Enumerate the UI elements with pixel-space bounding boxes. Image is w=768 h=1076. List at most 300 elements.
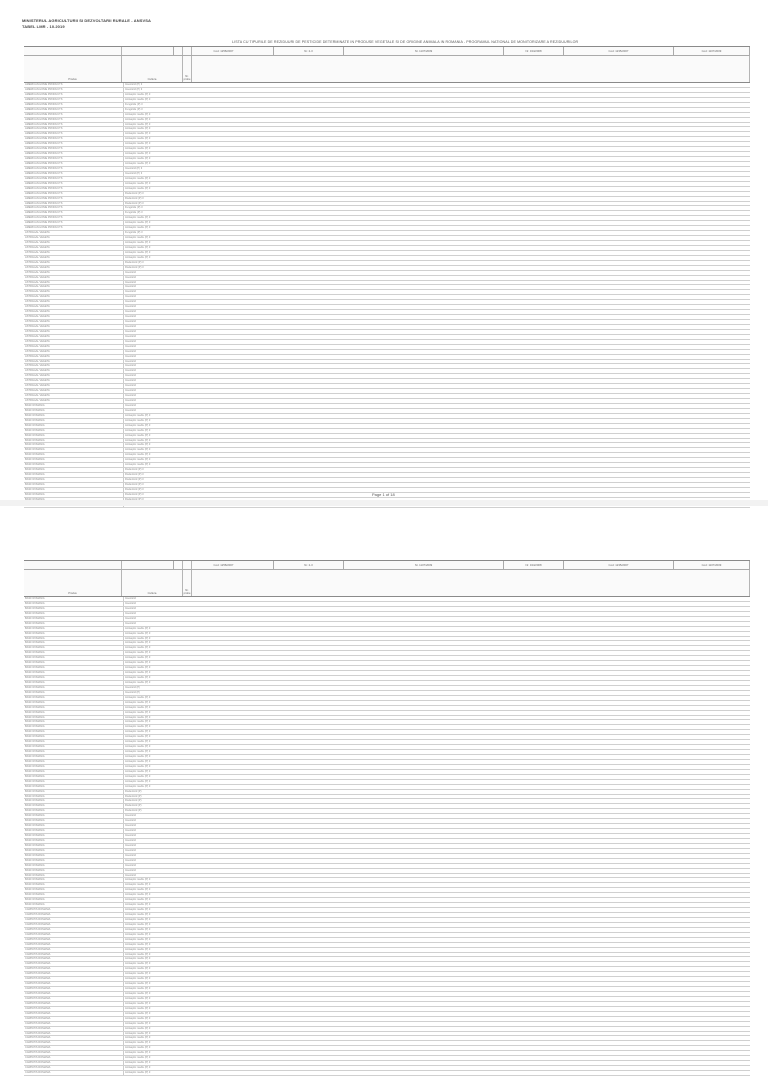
product-type: Insecticid bbox=[123, 350, 185, 354]
product-name: AMERICAN HOME PRODUCTS bbox=[25, 122, 63, 126]
table-body bbox=[24, 83, 750, 508]
product-type: Insecticid bbox=[123, 874, 185, 878]
product-type: Insecticid bbox=[123, 859, 185, 863]
product-type: Antiseptic mediu (P) 3 bbox=[123, 637, 185, 641]
product-type: Antiseptic mediu (P) 3 bbox=[123, 676, 185, 680]
product-type: Antiseptic mediu (P) 3 bbox=[123, 424, 185, 428]
product-type: Antiseptic mediu (P) 3 bbox=[123, 251, 185, 255]
product-name: CARPATIS ROMANIA bbox=[25, 957, 51, 961]
product-name: BASF ROMANIA bbox=[25, 824, 45, 828]
header-line-1: MINISTERUL AGRICULTURII SI DEZVOLTARII RURALE - ANSVSA bbox=[22, 18, 152, 23]
product-type: Antiseptic mediu (P) 3 bbox=[123, 627, 185, 631]
product-name: AMERICAN HOME PRODUCTS bbox=[25, 157, 63, 161]
product-name: BASF ROMANIA bbox=[25, 873, 45, 877]
product-name: BASF ROMANIA bbox=[25, 779, 45, 783]
product-type: Antiseptic mediu (P) 3 bbox=[123, 1002, 185, 1006]
product-name: CARPATIS ROMANIA bbox=[25, 922, 51, 926]
group-header: Nr. 1107/2009 bbox=[344, 561, 504, 570]
product-name: CARPATIS ROMANIA bbox=[25, 1041, 51, 1045]
product-name: BASF ROMANIA bbox=[25, 676, 45, 679]
product-name: AMERICAN HOME PRODUCTS bbox=[25, 83, 63, 86]
product-name: CARPATIS ROMANIA bbox=[25, 1061, 51, 1065]
product-name: AMERICAN HOME PRODUCTS bbox=[25, 92, 63, 96]
product-type: Rodenticid (P) 3 bbox=[123, 488, 185, 492]
product-name: ASTRAGAL VEGETA bbox=[25, 374, 50, 378]
product-type: Antiseptic mediu (P) 3 bbox=[123, 720, 185, 724]
product-type: Antiseptic mediu (P) 3 bbox=[123, 98, 185, 102]
product-name: CARPATIS ROMANIA bbox=[25, 987, 51, 991]
product-type: Antiseptic mediu (P) 3 bbox=[123, 641, 185, 645]
product-name: BASF ROMANIA bbox=[25, 597, 45, 600]
product-type: Antiseptic mediu (P) 3 bbox=[123, 1007, 185, 1011]
product-type: Insecticid bbox=[123, 864, 185, 868]
product-name: BASF ROMANIA bbox=[25, 784, 45, 788]
product-name: AMERICAN HOME PRODUCTS bbox=[25, 171, 63, 175]
product-type: Insecticid bbox=[123, 597, 185, 601]
product-name: AMERICAN HOME PRODUCTS bbox=[25, 162, 63, 165]
product-type: Antiseptic mediu (P) 3 bbox=[123, 127, 185, 131]
product-type: Insecticid bbox=[123, 369, 185, 373]
product-type: Antiseptic mediu (P) 3 bbox=[123, 221, 185, 225]
product-type: Insecticid bbox=[123, 355, 185, 359]
product-name: BASF ROMANIA bbox=[25, 487, 45, 491]
product-type: Antiseptic mediu (P) 3 bbox=[123, 943, 185, 947]
product-name: ASTRAGAL VEGETA bbox=[25, 334, 50, 338]
product-name: BASF ROMANIA bbox=[25, 745, 45, 749]
product-type: Antiseptic mediu (P) 3 bbox=[123, 448, 185, 452]
product-type: Antiseptic mediu (P) 3 bbox=[123, 666, 185, 670]
page-divider bbox=[0, 500, 768, 506]
column-header-name: Produs bbox=[24, 47, 122, 82]
product-name: BASF ROMANIA bbox=[25, 715, 45, 719]
product-name: AMERICAN HOME PRODUCTS bbox=[25, 147, 63, 151]
product-type: Fungicide (P) 3 bbox=[123, 231, 185, 235]
product-name: BASF ROMANIA bbox=[25, 690, 45, 694]
product-name: AMERICAN HOME PRODUCTS bbox=[25, 112, 63, 116]
product-name: BASF ROMANIA bbox=[25, 858, 45, 862]
product-type: Insecticid bbox=[123, 271, 185, 275]
product-name: CARPATIS ROMANIA bbox=[25, 913, 51, 916]
product-type: Antiseptic mediu (P) 3 bbox=[123, 967, 185, 971]
product-name: BASF ROMANIA bbox=[25, 482, 45, 486]
product-name: BASF ROMANIA bbox=[25, 898, 45, 902]
group-header: Cod: 1258/2007 bbox=[174, 561, 274, 570]
product-type: Insecticid (P) bbox=[123, 686, 185, 690]
product-type: Antiseptic mediu (P) 3 bbox=[123, 434, 185, 438]
product-name: AMERICAN HOME PRODUCTS bbox=[25, 152, 63, 156]
product-name: BASF ROMANIA bbox=[25, 473, 45, 477]
product-type: Antiseptic mediu (P) 3 bbox=[123, 414, 185, 418]
product-type: Insecticid bbox=[123, 285, 185, 289]
product-name: ASTRAGAL VEGETA bbox=[25, 280, 50, 284]
product-name: CARPATIS ROMANIA bbox=[25, 1021, 51, 1025]
product-name: BASF ROMANIA bbox=[25, 764, 45, 768]
product-name: ASTRAGAL VEGETA bbox=[25, 255, 50, 259]
product-name: CARPATIS ROMANIA bbox=[25, 917, 51, 921]
product-type: Insecticid (P) 3 bbox=[123, 167, 185, 171]
product-name: ASTRAGAL VEGETA bbox=[25, 300, 50, 304]
product-name: ASTRAGAL VEGETA bbox=[25, 245, 50, 249]
product-name: BASF ROMANIA bbox=[25, 616, 45, 620]
product-type: Antiseptic mediu (P) 3 bbox=[123, 157, 185, 161]
product-type: Antiseptic mediu (P) 3 bbox=[123, 137, 185, 141]
product-type: Antiseptic mediu (P) 3 bbox=[123, 923, 185, 927]
product-name: ASTRAGAL VEGETA bbox=[25, 305, 50, 309]
product-type: Rodenticid (P) bbox=[123, 804, 185, 808]
product-type: Antiseptic mediu (P) 3 bbox=[123, 987, 185, 991]
group-header: Nr. 1107/2009 bbox=[344, 47, 504, 56]
product-name: BASF ROMANIA bbox=[25, 661, 45, 665]
product-type: Insecticid bbox=[123, 389, 185, 393]
product-name: CARPATIS ROMANIA bbox=[25, 977, 51, 981]
product-type: Antiseptic mediu (P) 3 bbox=[123, 429, 185, 433]
product-type: Insecticid bbox=[123, 315, 185, 319]
product-name: AMERICAN HOME PRODUCTS bbox=[25, 117, 63, 121]
table-body bbox=[24, 597, 750, 1076]
product-type: Insecticid bbox=[123, 824, 185, 828]
product-name: BASF ROMANIA bbox=[25, 453, 45, 457]
group-header: Cod: 1107/2009 bbox=[674, 47, 750, 56]
group-header: Nr. 2-3 bbox=[274, 47, 344, 56]
product-type: Rodenticid (P) 3 bbox=[123, 473, 185, 477]
product-type: Insecticid bbox=[123, 399, 185, 403]
product-type: Rodenticid (P) 3 bbox=[123, 483, 185, 487]
product-name: BASF ROMANIA bbox=[25, 804, 45, 808]
product-type: Antiseptic mediu (P) 3 bbox=[123, 1036, 185, 1040]
product-name: BASF ROMANIA bbox=[25, 428, 45, 432]
product-type: Antiseptic mediu (P) 3 bbox=[123, 972, 185, 976]
product-type: Antiseptic mediu (P) 3 bbox=[123, 878, 185, 882]
product-type: Antiseptic mediu (P) 3 bbox=[123, 1066, 185, 1070]
product-type: Antiseptic mediu (P) 3 bbox=[123, 661, 185, 665]
product-name: CARPATIS ROMANIA bbox=[25, 1031, 51, 1035]
product-name: ASTRAGAL VEGETA bbox=[25, 315, 50, 319]
product-name: BASF ROMANIA bbox=[25, 646, 45, 650]
product-type: Antiseptic mediu (P) 3 bbox=[123, 419, 185, 423]
product-name: CARPATIS ROMANIA bbox=[25, 962, 51, 966]
product-type: Antiseptic mediu (P) 3 bbox=[123, 671, 185, 675]
product-type: Antiseptic mediu (P) 3 bbox=[123, 132, 185, 136]
product-type: Insecticid bbox=[123, 854, 185, 858]
product-type: Antiseptic mediu (P) 3 bbox=[123, 443, 185, 447]
product-type: Insecticid bbox=[123, 281, 185, 285]
product-type: Antiseptic mediu (P) 3 bbox=[123, 770, 185, 774]
product-type: Antiseptic mediu (P) 3 bbox=[123, 997, 185, 1001]
product-type: Insecticid bbox=[123, 300, 185, 304]
product-name: ASTRAGAL VEGETA bbox=[25, 250, 50, 254]
product-type: Insecticid bbox=[123, 340, 185, 344]
group-header: Nr. 434/2008 bbox=[504, 47, 564, 56]
product-type: Antiseptic mediu (P) 3 bbox=[123, 765, 185, 769]
product-type: Antiseptic mediu (P) 3 bbox=[123, 750, 185, 754]
table-page-1 bbox=[24, 46, 750, 508]
product-type: Antiseptic mediu (P) 3 bbox=[123, 177, 185, 181]
product-name: AMERICAN HOME PRODUCTS bbox=[25, 87, 63, 91]
product-type: Antiseptic mediu (P) 3 bbox=[123, 152, 185, 156]
product-name: BASF ROMANIA bbox=[25, 799, 45, 803]
product-name: BASF ROMANIA bbox=[25, 878, 45, 882]
product-name: BASF ROMANIA bbox=[25, 671, 45, 675]
product-name: BASF ROMANIA bbox=[25, 774, 45, 778]
product-name: ASTRAGAL VEGETA bbox=[25, 349, 50, 353]
product-type: Insecticid bbox=[123, 360, 185, 364]
product-name: BASF ROMANIA bbox=[25, 735, 45, 739]
product-name: BASF ROMANIA bbox=[25, 705, 45, 709]
product-type: Antiseptic mediu (P) 3 bbox=[123, 1071, 185, 1075]
product-type: Antiseptic mediu (P) 3 bbox=[123, 1051, 185, 1055]
product-name: CARPATIS ROMANIA bbox=[25, 996, 51, 1000]
product-type: Antiseptic mediu (P) 3 bbox=[123, 246, 185, 250]
product-name: ASTRAGAL VEGETA bbox=[25, 394, 50, 398]
product-name: ASTRAGAL VEGETA bbox=[25, 379, 50, 383]
product-type: Rodenticid (P) 3 bbox=[123, 266, 185, 270]
product-type: Insecticid bbox=[123, 829, 185, 833]
product-name: ASTRAGAL VEGETA bbox=[25, 364, 50, 368]
product-type: Antiseptic mediu (P) 3 bbox=[123, 711, 185, 715]
product-name: BASF ROMANIA bbox=[25, 863, 45, 867]
product-type: Antiseptic mediu (P) 3 bbox=[123, 908, 185, 912]
product-type: Antiseptic mediu (P) 3 bbox=[123, 1032, 185, 1036]
product-name: ASTRAGAL VEGETA bbox=[25, 324, 50, 328]
product-name: ASTRAGAL VEGETA bbox=[25, 231, 50, 235]
product-type: Antiseptic mediu (P) 3 bbox=[123, 118, 185, 122]
product-type: Antiseptic mediu (P) 3 bbox=[123, 785, 185, 789]
product-name: AMERICAN HOME PRODUCTS bbox=[25, 127, 63, 131]
product-type: Insecticid bbox=[123, 295, 185, 299]
table-page-2 bbox=[24, 560, 750, 1076]
product-type: Antiseptic mediu (P) 3 bbox=[123, 1046, 185, 1050]
product-name: ASTRAGAL VEGETA bbox=[25, 344, 50, 348]
product-type: Antiseptic mediu (P) 3 bbox=[123, 706, 185, 710]
product-type: Insecticid bbox=[123, 345, 185, 349]
product-name: AMERICAN HOME PRODUCTS bbox=[25, 211, 63, 215]
product-name: ASTRAGAL VEGETA bbox=[25, 320, 50, 323]
product-name: BASF ROMANIA bbox=[25, 720, 45, 724]
product-name: BASF ROMANIA bbox=[25, 492, 45, 496]
product-name: BASF ROMANIA bbox=[25, 468, 45, 472]
product-type: Insecticid bbox=[123, 325, 185, 329]
product-name: BASF ROMANIA bbox=[25, 438, 45, 442]
product-name: BASF ROMANIA bbox=[25, 695, 45, 699]
product-type: Antiseptic mediu (P) 3 bbox=[123, 1061, 185, 1065]
product-name: BASF ROMANIA bbox=[25, 458, 45, 462]
product-name: ASTRAGAL VEGETA bbox=[25, 265, 50, 269]
product-type: Antiseptic mediu (P) 3 bbox=[123, 93, 185, 97]
product-type: Antiseptic mediu (P) 3 bbox=[123, 903, 185, 907]
product-name: BASF ROMANIA bbox=[25, 666, 45, 670]
product-type: Antiseptic mediu (P) 3 bbox=[123, 992, 185, 996]
product-type: Insecticid bbox=[123, 364, 185, 368]
product-type: Antiseptic mediu (P) 3 bbox=[123, 1056, 185, 1060]
product-name: BASF ROMANIA bbox=[25, 759, 45, 763]
product-type: Antiseptic mediu (P) 3 bbox=[123, 760, 185, 764]
product-name: CARPATIS ROMANIA bbox=[25, 972, 51, 976]
product-type: Antiseptic mediu (P) 3 bbox=[123, 953, 185, 957]
product-name: BASF ROMANIA bbox=[25, 680, 45, 684]
product-name: BASF ROMANIA bbox=[25, 621, 45, 625]
product-name: BASF ROMANIA bbox=[25, 814, 45, 818]
product-type: Insecticid bbox=[123, 310, 185, 314]
group-header: Cod: 1107/2009 bbox=[674, 561, 750, 570]
document-title: LISTA CU TIPURILE DE REZIDUURI DE PESTICIDE DETERMINATE IN PRODUSE VEGETALE SI DE ORIGINE ANIMALA IN ROMANIA - PROGRAMUL NATIONAL DE MONITORIZARE A REZIDUURILOR bbox=[232, 40, 579, 44]
product-name: BASF ROMANIA bbox=[25, 888, 45, 892]
product-name: BASF ROMANIA bbox=[25, 413, 45, 417]
product-name: CARPATIS ROMANIA bbox=[25, 908, 51, 912]
product-name: BASF ROMANIA bbox=[25, 755, 45, 758]
product-type: Antiseptic mediu (P) 3 bbox=[123, 696, 185, 700]
product-name: BASF ROMANIA bbox=[25, 838, 45, 842]
product-name: BASF ROMANIA bbox=[25, 853, 45, 857]
product-type: Antiseptic mediu (P) 3 bbox=[123, 453, 185, 457]
product-type: Antiseptic mediu (P) 3 bbox=[123, 962, 185, 966]
product-name: CARPATIS ROMANIA bbox=[25, 1026, 51, 1030]
product-name: BASF ROMANIA bbox=[25, 636, 45, 640]
product-type: Insecticid bbox=[123, 849, 185, 853]
product-type: Antiseptic mediu (P) 3 bbox=[123, 182, 185, 186]
group-header: Cod: 1258/2007 bbox=[174, 47, 274, 56]
product-name: BASF ROMANIA bbox=[25, 463, 45, 467]
product-name: BASF ROMANIA bbox=[25, 478, 45, 481]
product-name: ASTRAGAL VEGETA bbox=[25, 359, 50, 363]
product-type: Insecticid bbox=[123, 276, 185, 280]
column-header-crop: Cultura bbox=[122, 561, 183, 596]
table-header bbox=[24, 560, 750, 597]
product-type: Antiseptic mediu (P) 3 bbox=[123, 646, 185, 650]
product-name: BASF ROMANIA bbox=[25, 725, 45, 729]
product-type: Insecticid bbox=[123, 394, 185, 398]
product-name: ASTRAGAL VEGETA bbox=[25, 369, 50, 373]
product-name: CARPATIS ROMANIA bbox=[25, 1066, 51, 1070]
product-name: BASF ROMANIA bbox=[25, 408, 45, 412]
product-name: BASF ROMANIA bbox=[25, 611, 45, 615]
product-name: BASF ROMANIA bbox=[25, 789, 45, 793]
product-name: CARPATIS ROMANIA bbox=[25, 1071, 51, 1074]
product-type: Antiseptic mediu (P) 3 bbox=[123, 147, 185, 151]
product-name: BASF ROMANIA bbox=[25, 710, 45, 714]
product-type: Antiseptic mediu (P) 3 bbox=[123, 1022, 185, 1026]
product-name: CARPATIS ROMANIA bbox=[25, 992, 51, 995]
product-type: Antiseptic mediu (P) 3 bbox=[123, 142, 185, 146]
product-type: Antiseptic mediu (P) 3 bbox=[123, 928, 185, 932]
product-type: Insecticid bbox=[123, 834, 185, 838]
product-type: Antiseptic mediu (P) 3 bbox=[123, 948, 185, 952]
product-name: BASF ROMANIA bbox=[25, 601, 45, 605]
product-name: BASF ROMANIA bbox=[25, 418, 45, 422]
product-type: Rodenticid (P) 3 bbox=[123, 261, 185, 265]
product-name: BASF ROMANIA bbox=[25, 700, 45, 704]
product-type: Antiseptic mediu (P) 3 bbox=[123, 740, 185, 744]
product-type: Insecticid bbox=[123, 622, 185, 626]
product-name: CARPATIS ROMANIA bbox=[25, 1001, 51, 1005]
product-type: Antiseptic mediu (P) 3 bbox=[123, 888, 185, 892]
product-type: Antiseptic mediu (P) 3 bbox=[123, 463, 185, 467]
product-name: BASF ROMANIA bbox=[25, 423, 45, 427]
product-type: Insecticid bbox=[123, 839, 185, 843]
product-type: Insecticid bbox=[123, 607, 185, 611]
product-name: CARPATIS ROMANIA bbox=[25, 967, 51, 971]
product-name: AMERICAN HOME PRODUCTS bbox=[25, 102, 63, 106]
product-name: CARPATIS ROMANIA bbox=[25, 1036, 51, 1040]
product-name: ASTRAGAL VEGETA bbox=[25, 389, 50, 393]
product-type: Antiseptic mediu (P) 3 bbox=[123, 123, 185, 127]
product-type: Antiseptic mediu (P) 3 bbox=[123, 701, 185, 705]
product-type: Antiseptic mediu (P) 3 bbox=[123, 1017, 185, 1021]
product-name: AMERICAN HOME PRODUCTS bbox=[25, 181, 63, 185]
product-name: AMERICAN HOME PRODUCTS bbox=[25, 201, 63, 205]
product-name: BASF ROMANIA bbox=[25, 626, 45, 630]
product-name: CARPATIS ROMANIA bbox=[25, 1046, 51, 1050]
product-type: Rodenticid (P) 3 bbox=[123, 197, 185, 201]
product-name: BASF ROMANIA bbox=[25, 769, 45, 773]
product-type: Antiseptic mediu (P) 3 bbox=[123, 913, 185, 917]
product-type: Antiseptic mediu (P) 3 bbox=[123, 898, 185, 902]
product-name: BASF ROMANIA bbox=[25, 903, 45, 907]
product-name: CARPATIS ROMANIA bbox=[25, 1016, 51, 1020]
product-type: Antiseptic mediu (P) 3 bbox=[123, 716, 185, 720]
product-type: Antiseptic mediu (P) 3 bbox=[123, 236, 185, 240]
product-type: Rodenticid (P) 3 bbox=[123, 478, 185, 482]
product-name: BASF ROMANIA bbox=[25, 403, 45, 407]
product-type: Rodenticid (P) 3 bbox=[123, 468, 185, 472]
product-type: Antiseptic mediu (P) 3 bbox=[123, 656, 185, 660]
header-line-2: TABEL LMR - 10.2019 bbox=[22, 24, 65, 29]
product-type: Insecticid bbox=[123, 330, 185, 334]
product-type: Rodenticid (P) bbox=[123, 790, 185, 794]
product-type: Insecticid bbox=[123, 612, 185, 616]
product-name: ASTRAGAL VEGETA bbox=[25, 260, 50, 264]
product-type: Rodenticid (P) bbox=[123, 795, 185, 799]
product-name: BASF ROMANIA bbox=[25, 829, 45, 833]
product-name: CARPATIS ROMANIA bbox=[25, 1006, 51, 1010]
product-name: BASF ROMANIA bbox=[25, 651, 45, 655]
product-type: Insecticid (P) 3 bbox=[123, 172, 185, 176]
product-type: Antiseptic mediu (P) 3 bbox=[123, 651, 185, 655]
column-header-crop: Cultura bbox=[122, 47, 183, 82]
product-name: BASF ROMANIA bbox=[25, 843, 45, 847]
product-type: Antiseptic mediu (P) 3 bbox=[123, 735, 185, 739]
product-name: BASF ROMANIA bbox=[25, 656, 45, 660]
product-type: Antiseptic mediu (P) 3 bbox=[123, 938, 185, 942]
product-type: Antiseptic mediu (P) 3 bbox=[123, 113, 185, 117]
product-type: Antiseptic mediu (P) 3 bbox=[123, 933, 185, 937]
product-name: CARPATIS ROMANIA bbox=[25, 937, 51, 941]
product-name: BASF ROMANIA bbox=[25, 631, 45, 635]
product-name: AMERICAN HOME PRODUCTS bbox=[25, 166, 63, 170]
product-name: AMERICAN HOME PRODUCTS bbox=[25, 216, 63, 220]
product-name: ASTRAGAL VEGETA bbox=[25, 290, 50, 294]
product-name: ASTRAGAL VEGETA bbox=[25, 384, 50, 388]
product-type: Antiseptic mediu (P) 3 bbox=[123, 632, 185, 636]
product-name: AMERICAN HOME PRODUCTS bbox=[25, 97, 63, 101]
column-header-values bbox=[192, 561, 750, 596]
product-type: Insecticid (P) bbox=[123, 691, 185, 695]
product-type: Antiseptic mediu (P) 3 bbox=[123, 1027, 185, 1031]
product-type: Antiseptic mediu (P) 3 bbox=[123, 241, 185, 245]
product-type: Insecticid bbox=[123, 404, 185, 408]
product-name: CARPATIS ROMANIA bbox=[25, 1011, 51, 1015]
product-type: Insecticid bbox=[123, 617, 185, 621]
product-name: CARPATIS ROMANIA bbox=[25, 982, 51, 986]
product-type: Antiseptic mediu (P) 3 bbox=[123, 1041, 185, 1045]
product-name: ASTRAGAL VEGETA bbox=[25, 270, 50, 274]
product-type: Antiseptic mediu (P) 3 bbox=[123, 745, 185, 749]
product-type: Antiseptic mediu (P) 3 bbox=[123, 681, 185, 685]
product-name: AMERICAN HOME PRODUCTS bbox=[25, 191, 63, 195]
product-type: Rodenticid (P) bbox=[123, 799, 185, 803]
product-name: AMERICAN HOME PRODUCTS bbox=[25, 132, 63, 136]
product-name: AMERICAN HOME PRODUCTS bbox=[25, 226, 63, 230]
table-row bbox=[24, 1071, 750, 1076]
